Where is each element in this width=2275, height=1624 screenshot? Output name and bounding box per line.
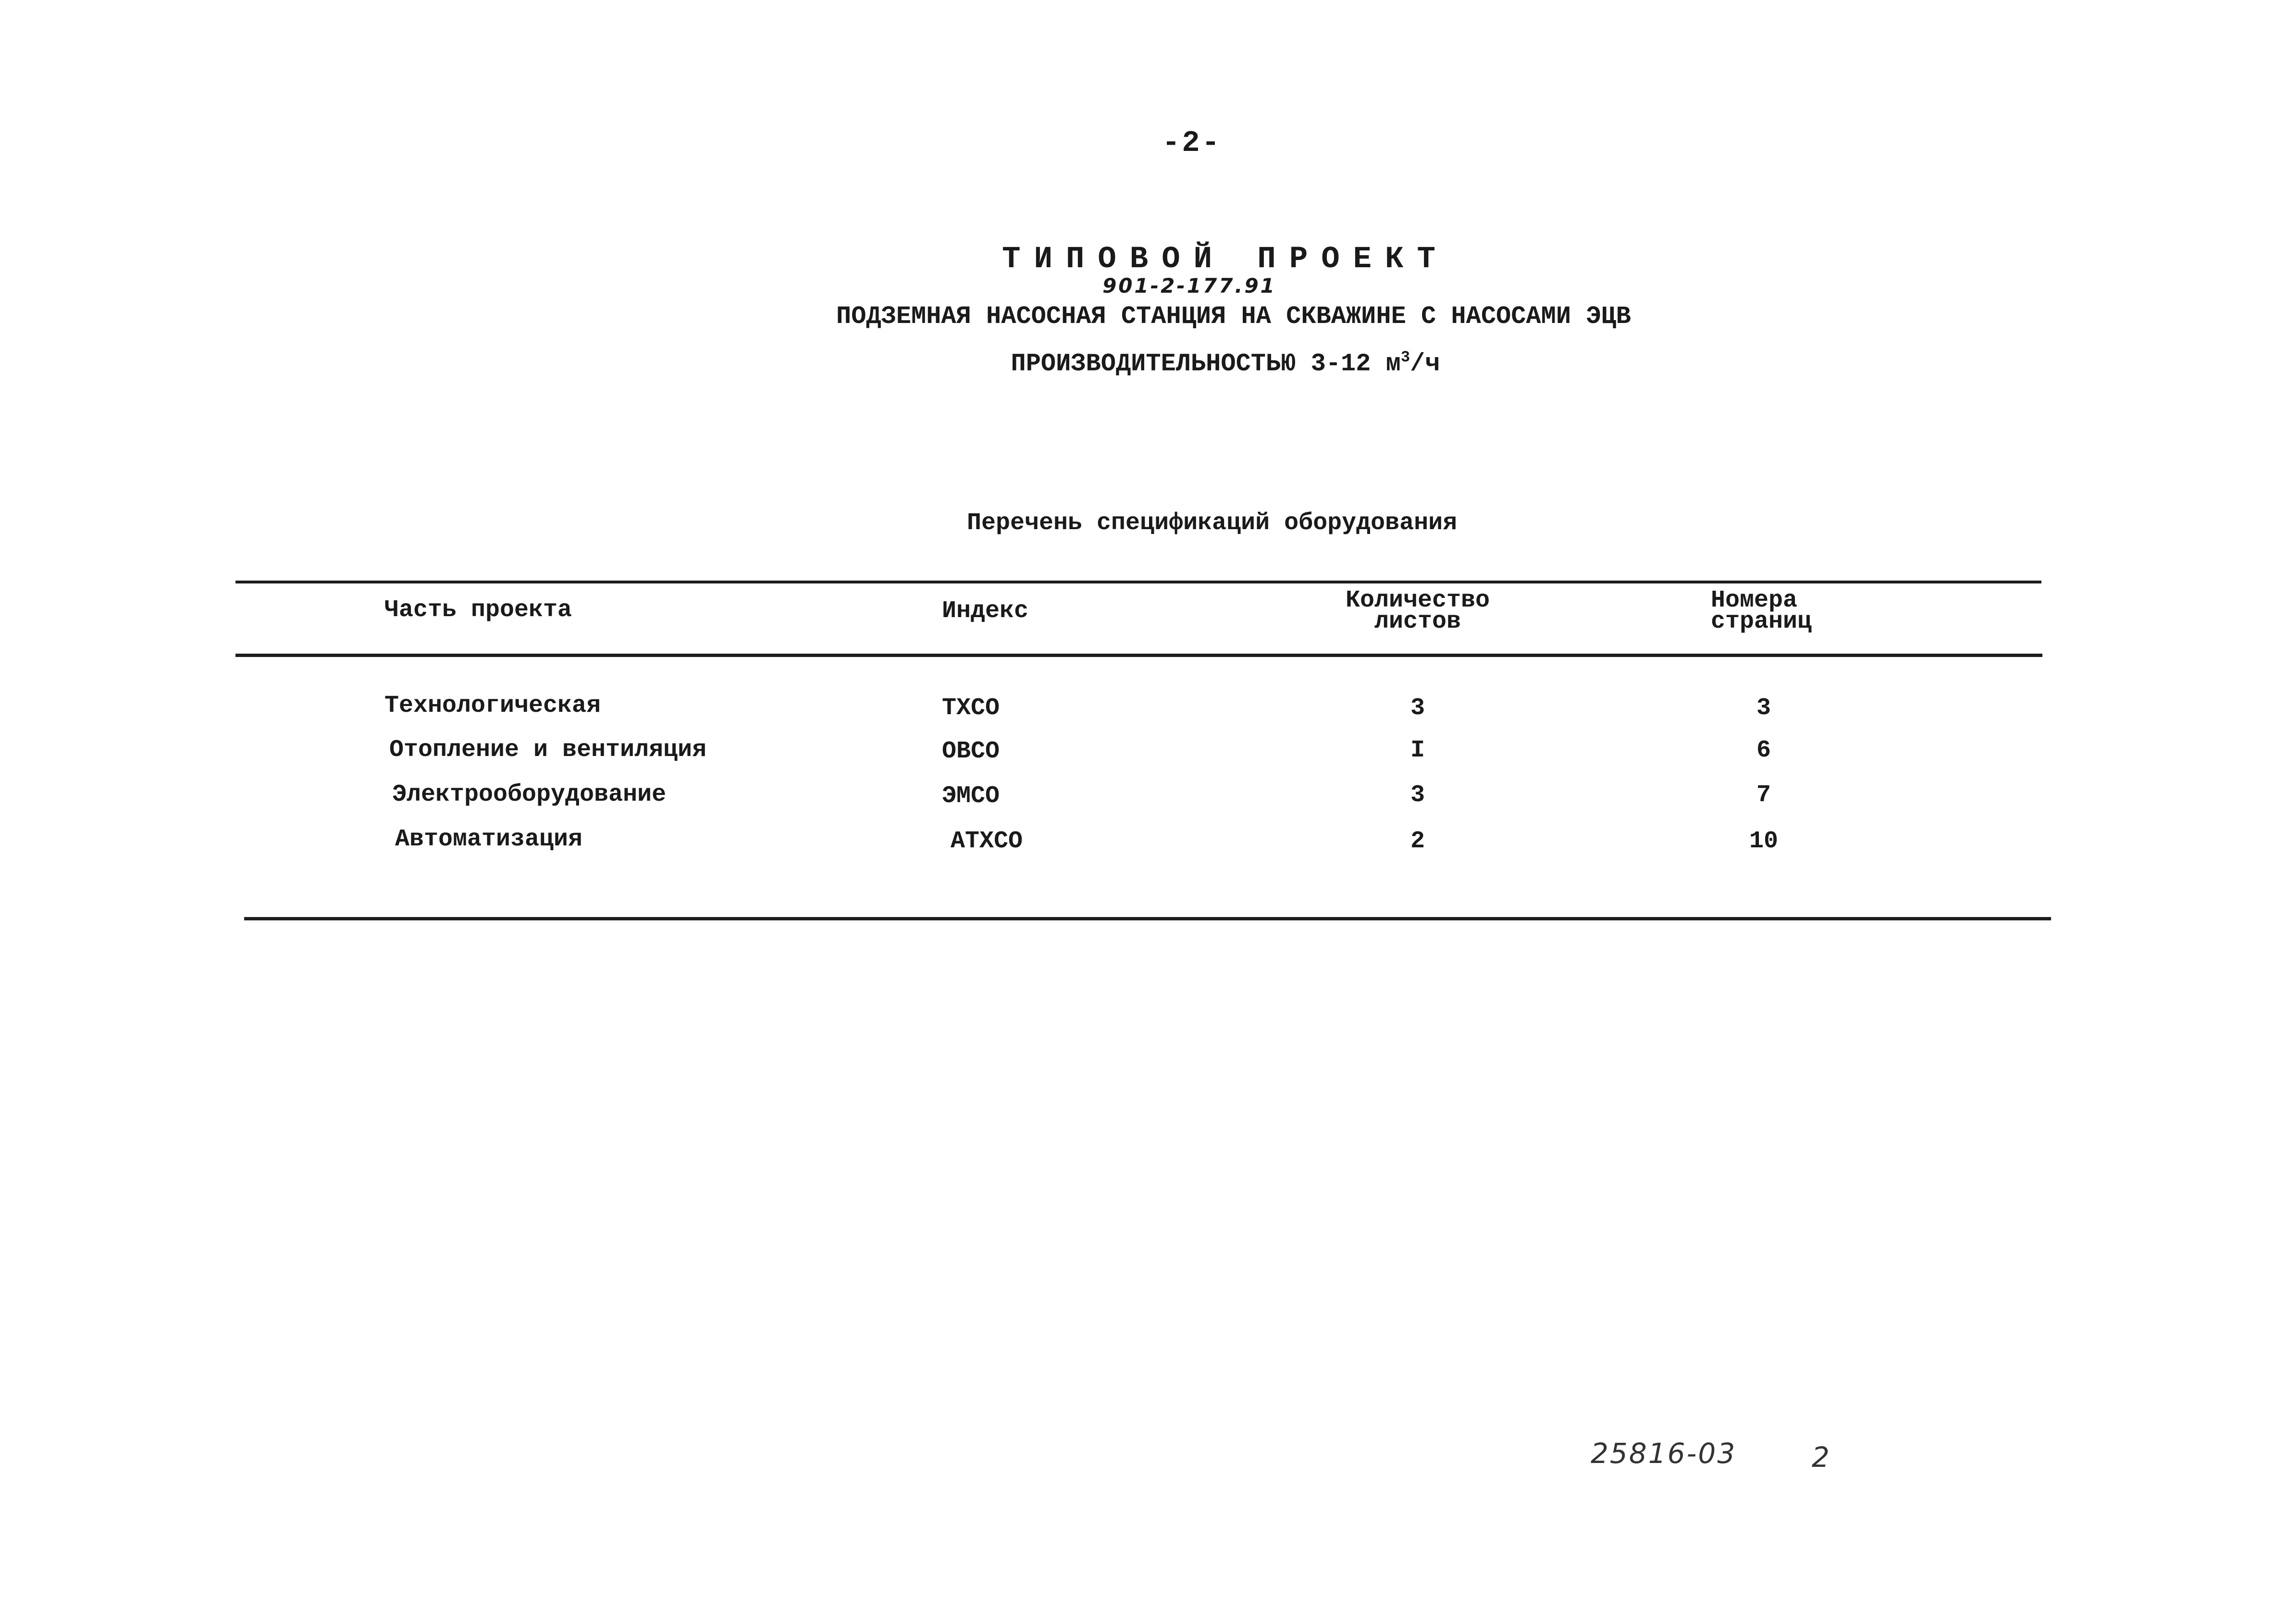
header-part: Часть проекта: [384, 596, 572, 624]
row-index: АТХСО: [951, 828, 1023, 855]
row-pages: 3: [1756, 694, 1771, 722]
project-name: ПОДЗЕМНАЯ НАСОСНАЯ СТАНЦИЯ НА СКВАЖИНЕ С НАСОСАМИ ЭЦВ: [836, 302, 1631, 331]
row-index: ЭМСО: [942, 782, 1000, 810]
header-sheets-line1: Количество: [1345, 587, 1490, 614]
row-index: ОВСО: [942, 738, 1000, 765]
project-number: 901-2-177.91: [1102, 274, 1276, 298]
table-title: Перечень спецификаций оборудования: [967, 509, 1458, 537]
capacity-prefix: ПРОИЗВОДИТЕЛЬНОСТЬЮ 3-12 м: [1011, 349, 1401, 378]
title-block: [836, 242, 1631, 381]
table-bottom-rule: [244, 917, 2051, 920]
row-sheets: I: [1410, 737, 1425, 764]
row-part: Технологическая: [384, 692, 601, 719]
row-pages: 10: [1749, 828, 1778, 855]
page-number: -2-: [1162, 126, 1222, 160]
project-type: ТИПОВОЙ ПРОЕКТ: [1002, 242, 1449, 277]
footer-sheet-number: 2: [1812, 1441, 1830, 1474]
header-pages-line1: Номера: [1711, 587, 1798, 614]
row-sheets: 2: [1410, 828, 1425, 855]
table-top-rule: [235, 581, 2041, 583]
header-pages-line2: страниц: [1711, 608, 1812, 635]
row-pages: 6: [1756, 737, 1771, 764]
row-part: Отопление и вентиляция: [389, 736, 707, 764]
row-pages: 7: [1756, 781, 1771, 809]
row-sheets: 3: [1410, 781, 1425, 809]
header-index: Индекс: [942, 597, 1029, 625]
header-sheets-line2: листов: [1374, 608, 1461, 635]
capacity-exponent: 3: [1400, 348, 1410, 366]
footer-code: 25816-03: [1591, 1437, 1737, 1470]
table-header-rule: [235, 654, 2042, 657]
capacity-suffix: /ч: [1410, 349, 1440, 378]
row-part: Автоматизация: [395, 826, 583, 853]
row-sheets: 3: [1410, 694, 1425, 722]
header-pages: [1711, 587, 1826, 635]
header-sheets: [1326, 587, 1509, 635]
row-part: Электрооборудование: [392, 781, 667, 808]
project-capacity: [836, 341, 1615, 381]
row-index: ТХСО: [942, 694, 1000, 722]
